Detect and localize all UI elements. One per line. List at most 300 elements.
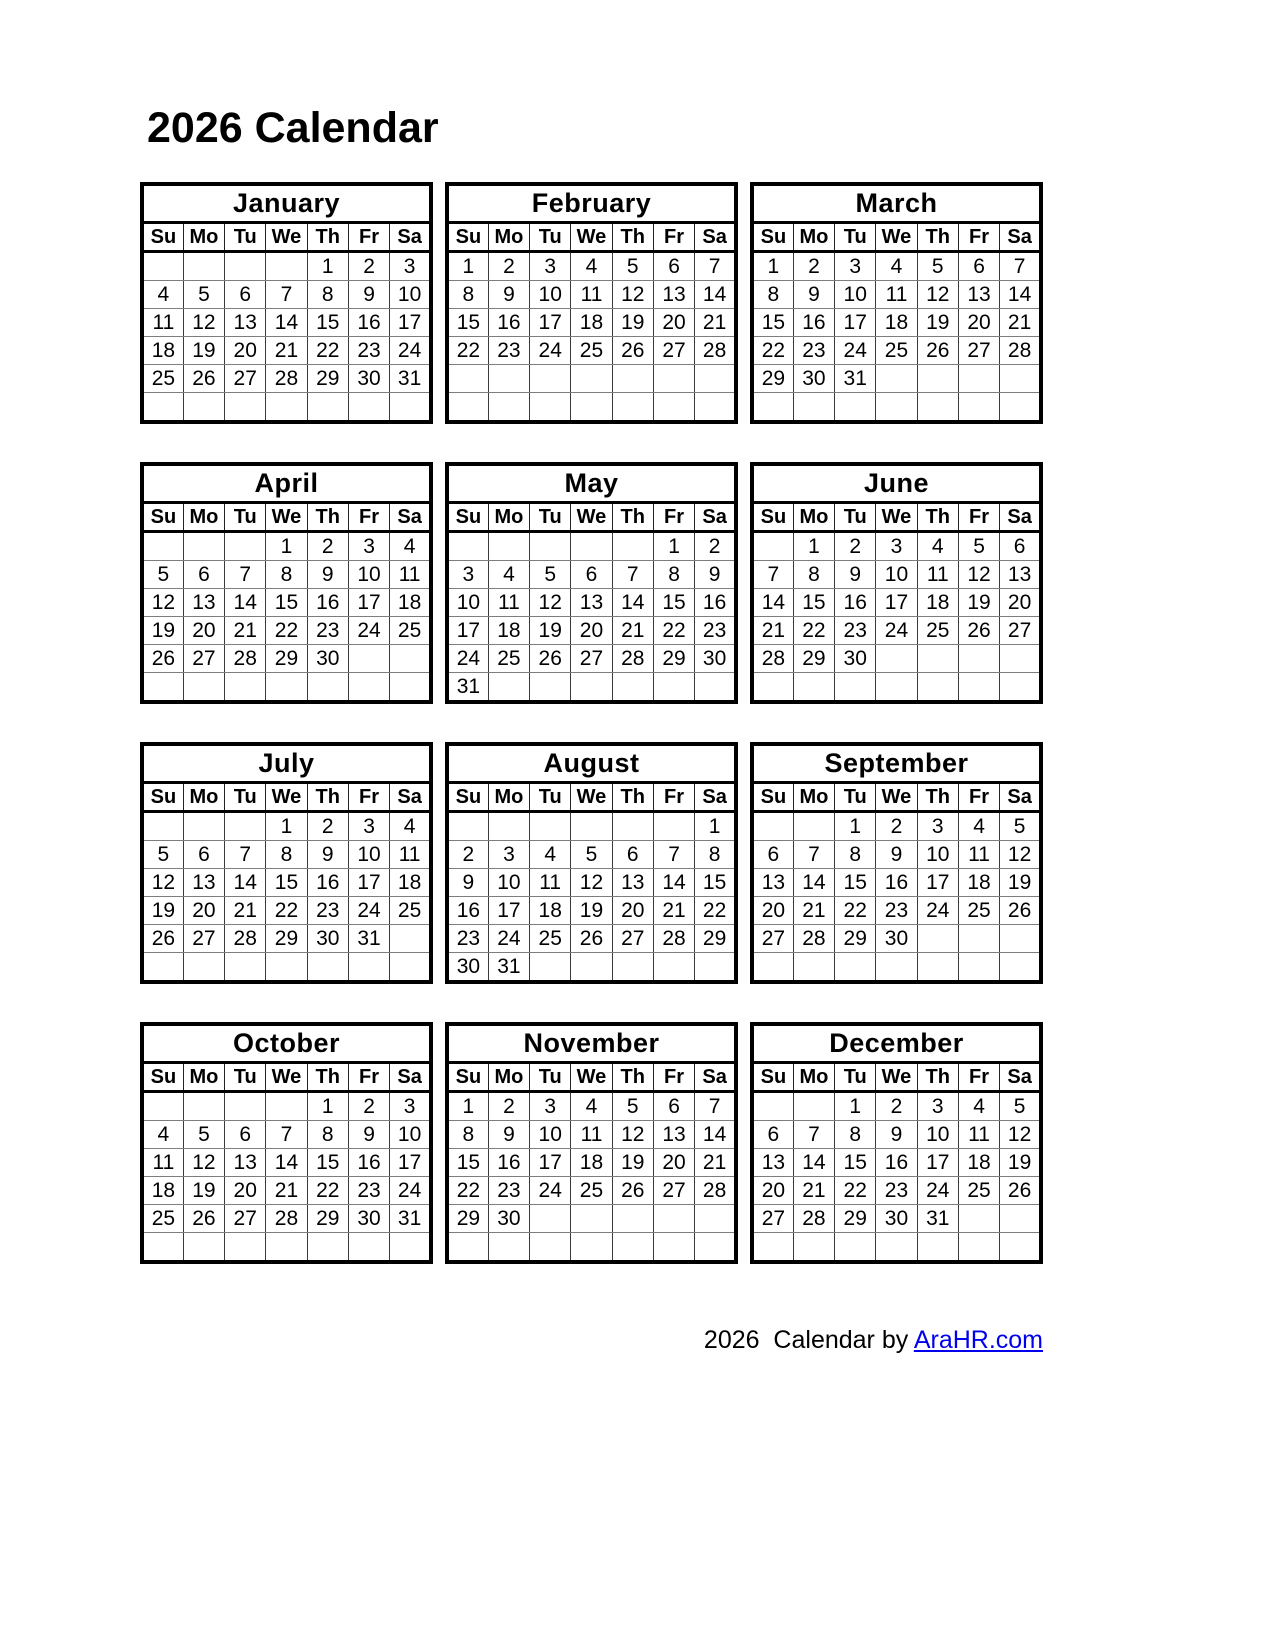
date-cell: 21 [752,617,793,645]
date-cell [142,252,183,281]
date-cell: 27 [653,1177,694,1205]
month-title: January [142,184,431,223]
date-cell: 21 [695,1149,736,1177]
week-row [447,812,736,841]
date-cell [958,673,999,703]
date-cell: 15 [447,1149,488,1177]
day-header: Sa [695,1063,736,1092]
week-row [752,589,1041,617]
date-cell: 21 [266,1177,307,1205]
date-cell: 29 [307,365,348,393]
page-footer [140,1326,1043,1355]
date-cell [447,365,488,393]
date-cell: 15 [695,869,736,897]
day-header-row [752,1063,1041,1092]
month-calendar-february [445,182,738,424]
date-cell: 17 [488,897,529,925]
day-header: Th [307,783,348,812]
arahr-link[interactable]: AraHR.com [913,1326,1043,1354]
day-header: Sa [390,223,431,252]
date-cell: 19 [1000,869,1041,897]
date-cell: 20 [958,309,999,337]
date-cell [183,953,224,983]
date-cell: 19 [612,1149,653,1177]
date-cell: 10 [917,841,958,869]
day-header: Fr [653,503,694,532]
date-cell: 1 [307,252,348,281]
week-row [142,589,431,617]
date-cell: 5 [530,561,571,589]
date-cell [530,365,571,393]
date-cell [142,532,183,561]
date-cell [571,812,612,841]
day-header: Sa [390,1063,431,1092]
date-cell: 13 [183,869,224,897]
date-cell [752,812,793,841]
day-header: Sa [1000,503,1041,532]
week-row [142,1149,431,1177]
date-cell: 8 [307,281,348,309]
day-header: Su [447,1063,488,1092]
date-cell: 6 [958,252,999,281]
date-cell: 14 [266,309,307,337]
date-cell [142,1233,183,1263]
week-row [752,393,1041,423]
week-row [752,281,1041,309]
date-cell: 31 [835,365,876,393]
date-cell: 9 [307,841,348,869]
day-header: Tu [530,503,571,532]
date-cell: 4 [390,812,431,841]
date-cell: 10 [530,281,571,309]
date-cell: 7 [695,252,736,281]
date-cell [958,925,999,953]
day-header: Su [447,783,488,812]
day-header: Su [142,223,183,252]
week-row [142,337,431,365]
date-cell [917,393,958,423]
date-cell: 23 [835,617,876,645]
date-cell: 12 [530,589,571,617]
date-cell: 13 [653,1121,694,1149]
date-cell [183,1233,224,1263]
date-cell: 26 [917,337,958,365]
week-row [752,869,1041,897]
date-cell: 27 [225,1205,266,1233]
date-cell: 2 [307,532,348,561]
date-cell: 14 [793,869,834,897]
week-row [752,1233,1041,1263]
date-cell: 20 [752,897,793,925]
date-cell [1000,1205,1041,1233]
date-cell: 13 [225,309,266,337]
date-cell: 14 [225,869,266,897]
date-cell: 16 [447,897,488,925]
date-cell: 12 [183,1149,224,1177]
date-cell: 5 [142,561,183,589]
date-cell: 7 [225,561,266,589]
date-cell: 10 [390,1121,431,1149]
week-row [752,337,1041,365]
day-header: Tu [835,223,876,252]
day-header: We [266,503,307,532]
date-cell [307,393,348,423]
date-cell: 28 [266,1205,307,1233]
day-header: Th [917,503,958,532]
date-cell [530,812,571,841]
day-header: Tu [225,1063,266,1092]
date-cell: 29 [835,925,876,953]
date-cell [488,812,529,841]
date-cell: 30 [488,1205,529,1233]
date-cell: 2 [488,1092,529,1121]
date-cell [653,673,694,703]
date-cell [793,812,834,841]
day-header: Fr [958,223,999,252]
day-header: Fr [348,1063,389,1092]
day-header-row [142,503,431,532]
day-header: Th [612,783,653,812]
date-cell: 26 [183,1205,224,1233]
date-cell [447,393,488,423]
date-cell: 20 [225,337,266,365]
date-cell: 7 [266,281,307,309]
date-cell: 25 [958,897,999,925]
week-row [447,589,736,617]
date-cell: 27 [958,337,999,365]
date-cell: 22 [447,1177,488,1205]
date-cell: 11 [142,309,183,337]
week-row [752,1121,1041,1149]
date-cell [307,673,348,703]
day-header: Mo [183,1063,224,1092]
date-cell: 10 [876,561,917,589]
date-cell: 22 [793,617,834,645]
date-cell: 3 [835,252,876,281]
date-cell: 18 [390,869,431,897]
date-cell [225,1092,266,1121]
week-row [142,812,431,841]
date-cell: 16 [307,589,348,617]
date-cell: 3 [876,532,917,561]
date-cell: 14 [653,869,694,897]
week-row [447,1092,736,1121]
date-cell: 1 [695,812,736,841]
date-cell [530,673,571,703]
date-cell: 29 [266,925,307,953]
date-cell: 22 [307,337,348,365]
date-cell [1000,925,1041,953]
date-cell: 7 [225,841,266,869]
week-row [142,561,431,589]
date-cell: 1 [266,812,307,841]
footer-credit-text: 2026 Calendar by [703,1326,914,1354]
date-cell: 16 [876,1149,917,1177]
date-cell: 21 [793,1177,834,1205]
date-cell: 25 [390,897,431,925]
date-cell [1000,673,1041,703]
date-cell: 5 [183,1121,224,1149]
date-cell [348,645,389,673]
date-cell: 13 [612,869,653,897]
date-cell: 3 [447,561,488,589]
week-row [447,337,736,365]
date-cell: 23 [876,897,917,925]
date-cell: 11 [876,281,917,309]
date-cell: 6 [1000,532,1041,561]
date-cell: 14 [695,1121,736,1149]
date-cell: 4 [876,252,917,281]
date-cell: 26 [142,645,183,673]
date-cell: 13 [958,281,999,309]
date-cell: 28 [695,337,736,365]
month-title: December [752,1024,1041,1063]
date-cell: 20 [653,1149,694,1177]
date-cell: 6 [653,1092,694,1121]
week-row [447,841,736,869]
date-cell: 15 [266,589,307,617]
date-cell [447,1233,488,1263]
week-row [752,309,1041,337]
date-cell: 7 [266,1121,307,1149]
date-cell: 3 [917,812,958,841]
day-header: Fr [653,1063,694,1092]
month-title: September [752,744,1041,783]
date-cell: 22 [653,617,694,645]
date-cell [752,532,793,561]
date-cell [530,1205,571,1233]
day-header: Fr [653,783,694,812]
date-cell: 3 [530,1092,571,1121]
date-cell: 16 [793,309,834,337]
date-cell: 26 [1000,1177,1041,1205]
date-cell: 9 [835,561,876,589]
day-header: Su [447,503,488,532]
date-cell: 29 [752,365,793,393]
date-cell: 9 [307,561,348,589]
date-cell: 26 [612,337,653,365]
date-cell [612,953,653,983]
week-row [447,1233,736,1263]
date-cell [653,365,694,393]
day-header: Su [142,783,183,812]
date-cell: 20 [183,897,224,925]
week-row [142,617,431,645]
date-cell: 4 [142,281,183,309]
date-cell: 12 [1000,1121,1041,1149]
date-cell: 21 [793,897,834,925]
week-row [142,897,431,925]
date-cell: 13 [1000,561,1041,589]
date-cell: 23 [307,897,348,925]
date-cell: 16 [348,1149,389,1177]
date-cell: 28 [266,365,307,393]
date-cell: 26 [530,645,571,673]
date-cell: 9 [348,281,389,309]
week-row [142,645,431,673]
date-cell [225,812,266,841]
date-cell: 17 [876,589,917,617]
date-cell: 18 [876,309,917,337]
day-header: Mo [488,783,529,812]
day-header: Mo [793,503,834,532]
day-header: Th [307,1063,348,1092]
date-cell: 6 [752,1121,793,1149]
date-cell: 8 [793,561,834,589]
day-header: Tu [835,1063,876,1092]
date-cell: 20 [653,309,694,337]
date-cell: 16 [876,869,917,897]
week-row [142,309,431,337]
date-cell: 24 [488,925,529,953]
date-cell: 31 [447,673,488,703]
date-cell: 1 [307,1092,348,1121]
date-cell: 27 [752,925,793,953]
date-cell: 8 [447,1121,488,1149]
date-cell: 5 [571,841,612,869]
date-cell: 24 [348,897,389,925]
date-cell [225,532,266,561]
month-title: April [142,464,431,503]
month-calendar-april [140,462,433,704]
date-cell [225,252,266,281]
week-row [752,252,1041,281]
date-cell: 30 [876,1205,917,1233]
day-header: Mo [793,1063,834,1092]
date-cell: 2 [348,1092,389,1121]
day-header: Mo [183,223,224,252]
date-cell: 26 [958,617,999,645]
date-cell: 3 [488,841,529,869]
date-cell: 28 [752,645,793,673]
date-cell [695,365,736,393]
date-cell: 3 [390,252,431,281]
date-cell [695,1233,736,1263]
week-row [752,1092,1041,1121]
date-cell [752,393,793,423]
date-cell: 23 [876,1177,917,1205]
date-cell: 4 [958,812,999,841]
date-cell [653,812,694,841]
date-cell [958,393,999,423]
week-row [752,841,1041,869]
day-header: Tu [835,783,876,812]
date-cell: 29 [266,645,307,673]
date-cell: 18 [530,897,571,925]
day-header: Fr [653,223,694,252]
date-cell [571,1205,612,1233]
week-row [142,869,431,897]
date-cell: 19 [183,1177,224,1205]
date-cell: 2 [488,252,529,281]
date-cell: 23 [488,1177,529,1205]
date-cell [530,953,571,983]
day-header: Su [752,223,793,252]
date-cell: 10 [447,589,488,617]
day-header: Th [612,503,653,532]
date-cell: 2 [447,841,488,869]
date-cell: 19 [142,617,183,645]
date-cell: 11 [917,561,958,589]
date-cell: 9 [447,869,488,897]
date-cell: 24 [447,645,488,673]
date-cell: 16 [488,1149,529,1177]
day-header: We [876,223,917,252]
date-cell: 21 [695,309,736,337]
week-row [752,1205,1041,1233]
date-cell [793,393,834,423]
date-cell: 8 [835,1121,876,1149]
month-title: November [447,1024,736,1063]
day-header-row [447,783,736,812]
date-cell [571,673,612,703]
day-header: Mo [488,223,529,252]
date-cell: 27 [1000,617,1041,645]
date-cell: 18 [142,1177,183,1205]
date-cell: 8 [307,1121,348,1149]
date-cell [876,365,917,393]
date-cell: 29 [793,645,834,673]
date-cell: 8 [695,841,736,869]
date-cell: 3 [348,532,389,561]
date-cell: 18 [571,1149,612,1177]
date-cell: 27 [225,365,266,393]
date-cell: 25 [571,1177,612,1205]
date-cell: 15 [447,309,488,337]
date-cell: 5 [917,252,958,281]
date-cell: 6 [752,841,793,869]
day-header: Fr [958,1063,999,1092]
day-header: Th [917,783,958,812]
date-cell [183,673,224,703]
week-row [447,281,736,309]
date-cell: 21 [225,617,266,645]
date-cell [835,673,876,703]
date-cell: 20 [183,617,224,645]
day-header-row [447,1063,736,1092]
date-cell: 30 [348,365,389,393]
date-cell [571,393,612,423]
date-cell [348,953,389,983]
date-cell: 30 [695,645,736,673]
day-header: Th [917,1063,958,1092]
date-cell: 6 [612,841,653,869]
week-row [752,1177,1041,1205]
date-cell: 24 [917,897,958,925]
day-header: Sa [1000,223,1041,252]
day-header: Tu [225,503,266,532]
date-cell: 12 [183,309,224,337]
week-row [752,617,1041,645]
date-cell: 19 [958,589,999,617]
date-cell [488,673,529,703]
week-row [142,1233,431,1263]
date-cell: 25 [876,337,917,365]
date-cell [752,953,793,983]
date-cell: 19 [183,337,224,365]
day-header: Sa [695,503,736,532]
day-header: We [571,1063,612,1092]
date-cell: 24 [390,1177,431,1205]
day-header: Sa [695,223,736,252]
date-cell [917,953,958,983]
week-row [752,532,1041,561]
date-cell: 14 [1000,281,1041,309]
week-row [142,281,431,309]
date-cell [835,953,876,983]
date-cell: 24 [390,337,431,365]
month-calendar-march [750,182,1043,424]
